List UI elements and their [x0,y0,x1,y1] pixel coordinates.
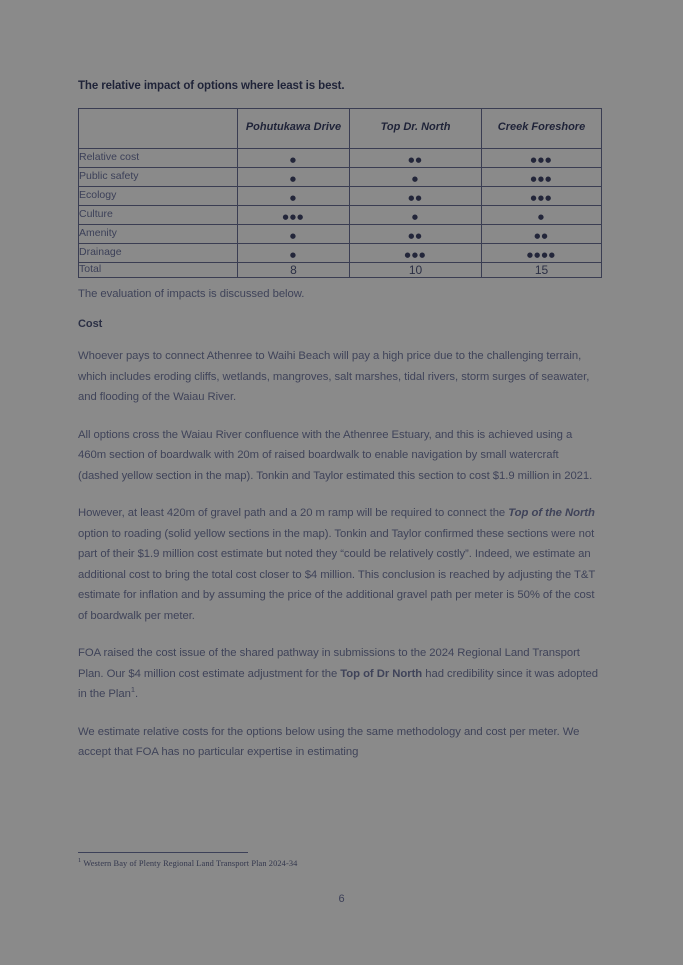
table-row [79,205,602,224]
footnote-1 [78,858,601,870]
rating-marks: ●● [408,193,423,202]
impact-rating-cell [482,243,602,262]
footnote-marker: 1 [78,857,82,865]
impact-rating-cell [238,148,350,167]
table-header-pohutukawa-drive: Pohutukawa Drive [238,108,350,148]
total-value: 8 [238,262,350,277]
rating-marks: ●●●● [526,250,557,259]
table-total-row [79,262,602,277]
impact-rating-cell [350,224,482,243]
total-value: 15 [482,262,602,277]
footnote-text: Western Bay of Plenty Regional Land Transport Plan 2024-34 [83,859,298,868]
impact-rating-cell [238,186,350,205]
impact-rating-cell [350,243,482,262]
impact-rating-cell [350,205,482,224]
rating-marks: ●●● [282,212,305,221]
impact-rating-cell [482,186,602,205]
rating-marks: ●●● [530,174,553,183]
rating-marks: ● [289,193,298,202]
intro-paragraph: The evaluation of impacts is discussed below. [78,287,305,300]
row-label: Ecology [79,186,238,205]
rating-marks: ● [537,212,546,221]
row-label: Drainage [79,243,238,262]
impact-rating-cell [482,148,602,167]
paragraph-methodology: We estimate relative costs for the options below using the same methodology and cost per meter. We accept that FOA has no particular expertise in estimating [78,725,580,759]
total-value: 10 [350,262,482,277]
row-label: Public safety [79,167,238,186]
row-label: Amenity [79,224,238,243]
table-row [79,243,602,262]
impact-rating-cell [238,167,350,186]
paragraph-crossing: All options cross the Waiau River confluence with the Athenree Estuary, and this is achieved using a 460m section of boardwalk with 20m of raised boardwalk to enable navigation by small watercraft (dashed yellow section in the map). Tonkin and Taylor estimated this section to cost $1.9 million in 2021. [78,428,593,482]
impact-rating-cell [350,167,482,186]
paragraph-foa-submission [78,643,599,705]
row-label: Culture [79,205,238,224]
rating-marks: ●● [534,231,549,240]
footnote-separator-rule [78,852,248,853]
footnote-reference-1[interactable]: 1 [130,685,135,695]
rating-marks: ●● [408,155,423,164]
impact-rating-cell [238,205,350,224]
impact-rating-cell [482,205,602,224]
paragraph-gravel-part-1: However, at least 420m of gravel path and a 20 m ramp will be required to connect the [78,507,509,520]
page-number: 6 [338,893,345,905]
impact-rating-cell [238,224,350,243]
emphasis-top-of-the-north: Top of the North [508,507,595,520]
impact-rating-cell [238,243,350,262]
table-row [79,148,602,167]
table-header-creek-foreshore: Creek Foreshore [482,108,602,148]
page-title: The relative impact of options where least is best. [78,80,345,92]
rating-marks: ●●● [530,193,553,202]
paragraph-gravel-path [78,503,599,626]
impact-rating-cell [350,186,482,205]
total-label: Total [79,262,238,277]
impact-rating-cell [350,148,482,167]
rating-marks: ● [289,155,298,164]
footnote-area [78,852,601,870]
table-row [79,186,602,205]
table-row [79,167,602,186]
section-heading-cost: Cost [78,318,103,331]
paragraph-foa-part-3: . [134,688,139,701]
rating-marks: ● [411,212,420,221]
table-header-blank [79,108,238,148]
rating-marks: ●● [408,231,423,240]
row-label: Relative cost [79,148,238,167]
rating-marks: ●●● [404,250,427,259]
paragraph-foa-part-1: FOA raised the cost issue of the shared pathway in submissions to the 2024 Regional Land Transport Plan. Our $4 million cost estimate adjustment for the [78,647,580,680]
emphasis-top-of-dr-north: Top of Dr North [340,667,423,680]
rating-marks: ● [411,174,420,183]
rating-marks: ● [289,231,298,240]
paragraph-foa-part-2: had credibility since it was adopted in the Plan [78,667,599,701]
impact-comparison-table [78,108,602,278]
table-header-top-dr-north: Top Dr. North [350,108,482,148]
paragraph-gravel-part-2: option to roading (solid yellow sections in the map). Tonkin and Taylor confirmed these sections were not part of their $1.9 million cost estimate but noted they “could be relatively costly”. Indeed, we estimate an additional cost to bring the total cost closer to $4 million. This conclusion is reached by adjusting the T&T estimate for inflation and by assuming the price of the additional gravel path per meter is 50% of the cost of boardwalk per meter. [78,527,596,622]
rating-marks: ● [289,250,298,259]
table-header-row [79,108,602,148]
paragraph-cost: Whoever pays to connect Athenree to Waihi Beach will pay a high price due to the challenging terrain, which includes eroding cliffs, wetlands, mangroves, salt marshes, tidal rivers, storm surges of seawater, and flooding of the Waiau River. [78,350,590,404]
impact-rating-cell [482,167,602,186]
table-body [79,148,602,277]
rating-marks: ●●● [530,155,553,164]
rating-marks: ● [289,174,298,183]
table-row [79,224,602,243]
impact-rating-cell [482,224,602,243]
